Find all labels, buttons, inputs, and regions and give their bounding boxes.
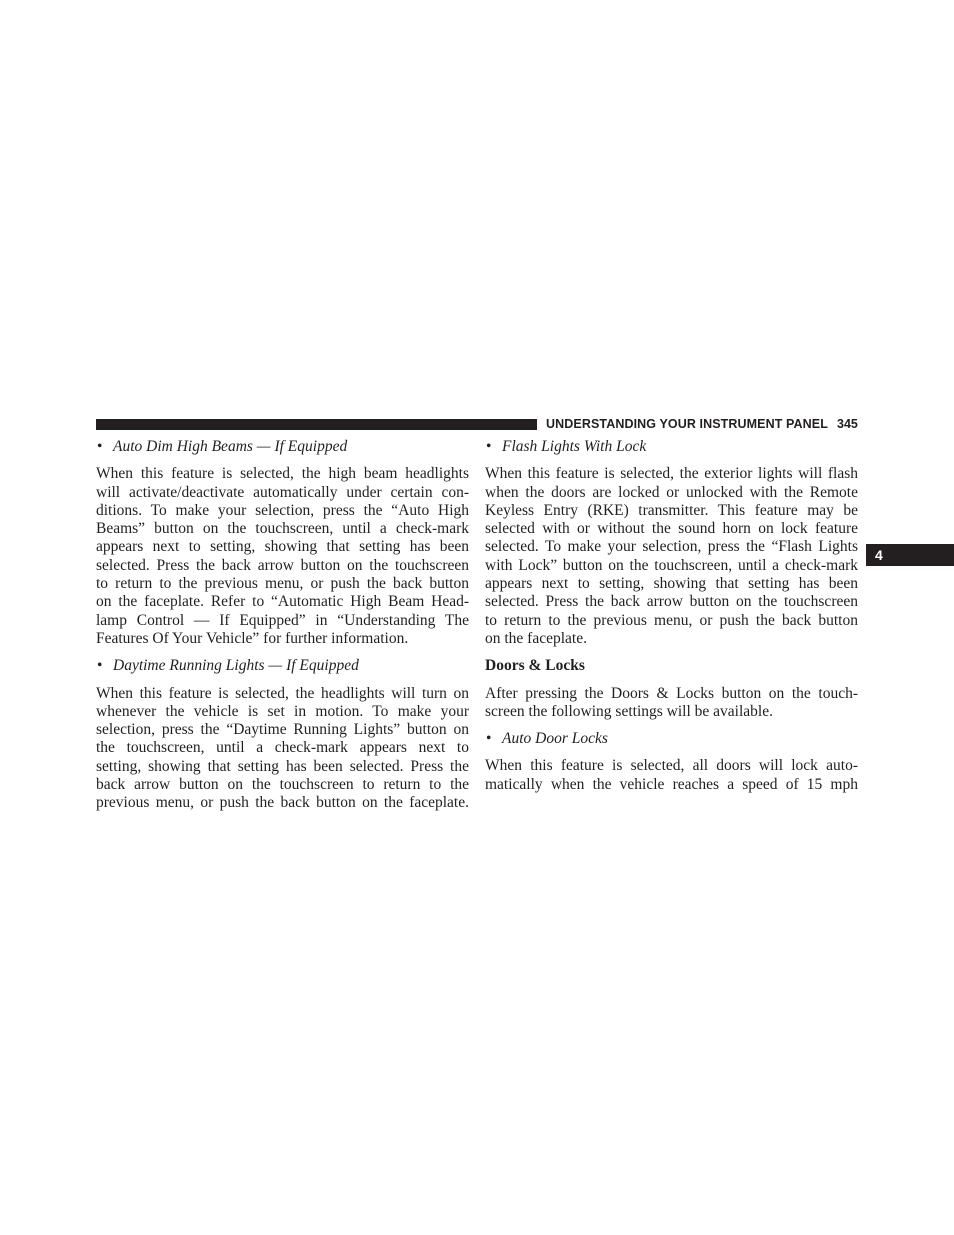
chapter-tab: 4 [866,544,954,566]
bullet-heading-daytime-running-lights [96,657,469,675]
text-line: appears next to setting, showing that setting has been [96,538,469,556]
text-line: the touchscreen, until a check-mark appears next to [96,739,469,757]
bullet-heading-flash-lights-with-lock [485,438,858,456]
header-rule [96,419,537,430]
text-line: to return to the previous menu, or push the back button [96,575,469,593]
text-line: selected. Press the back arrow button on the touchscreen [485,593,858,611]
running-header: UNDERSTANDING YOUR INSTRUMENT PANEL [546,417,828,431]
text-line: When this feature is selected, the exterior lights will flash [485,465,858,483]
text-line: When this feature is selected, the high beam headlights [96,465,469,483]
text-line: whenever the vehicle is set in motion. To make your [96,702,469,720]
bullet-marker: • [97,657,103,675]
text-line: selected. Press the back arrow button on the touchscreen [96,556,469,574]
text-line: Keyless Entry (RKE) transmitter. This feature may be [485,501,858,519]
left-column [96,438,469,822]
text-line: ditions. To make your selection, press the “Auto High [96,501,469,519]
text-line: on the faceplate. [485,629,587,647]
text-line: previous menu, or push the back button on the faceplate. [96,794,469,812]
paragraph-daytime-running-lights [96,685,469,813]
text-line: selection, press the “Daytime Running Lights” button on [96,721,469,739]
bullet-heading-text: Auto Dim High Beams — If Equipped [113,438,348,455]
text-line: with Lock” button on the touchscreen, until a check-mark [485,556,858,574]
bullet-marker: • [97,438,103,455]
text-line: back arrow button on the touchscreen to return to the [96,776,469,794]
text-line: when the doors are locked or unlocked with the Remote [485,483,858,501]
page-number: 345 [837,417,858,431]
bullet-heading-text: Flash Lights With Lock [502,438,647,455]
text-line: setting, showing that setting has been selected. Press the [96,757,469,775]
section-heading-doors-locks: Doors & Locks [485,657,585,675]
paragraph-auto-dim-high-beams [96,465,469,648]
paragraph-auto-door-locks [485,757,858,794]
text-line: screen the following settings will be available. [485,702,773,720]
text-line: to return to the previous menu, or push the back button [485,611,858,629]
bullet-heading-text: Daytime Running Lights — If Equipped [113,657,359,675]
bullet-marker: • [486,438,492,455]
right-column [485,438,858,803]
text-line: appears next to setting, showing that setting has been [485,575,858,593]
text-line: When this feature is selected, the headlights will turn on [96,684,469,702]
paragraph-flash-lights-with-lock [485,465,858,648]
text-line: matically when the vehicle reaches a speed of 15 mph [485,775,858,793]
bullet-heading-text: Auto Door Locks [502,730,608,748]
bullet-heading-auto-door-locks [485,730,858,748]
text-line: When this feature is selected, all doors will lock auto- [485,757,858,775]
bullet-heading-auto-dim-high-beams [96,438,469,456]
paragraph-doors-locks [485,685,858,722]
text-line: Beams” button on the touchscreen, until a check-mark [96,520,469,538]
text-line: Features Of Your Vehicle” for further information. [96,629,409,647]
text-line: After pressing the Doors & Locks button on the touch- [485,684,858,702]
text-line: selected. To make your selection, press the “Flash Lights [485,538,858,556]
text-line: will activate/deactivate automatically under certain con- [96,483,469,501]
bullet-marker: • [486,730,492,748]
text-line: selected with or without the sound horn on lock feature [485,520,858,538]
text-line: lamp Control — If Equipped” in “Understanding The [96,611,469,629]
text-line: on the faceplate. Refer to “Automatic High Beam Head- [96,593,469,611]
